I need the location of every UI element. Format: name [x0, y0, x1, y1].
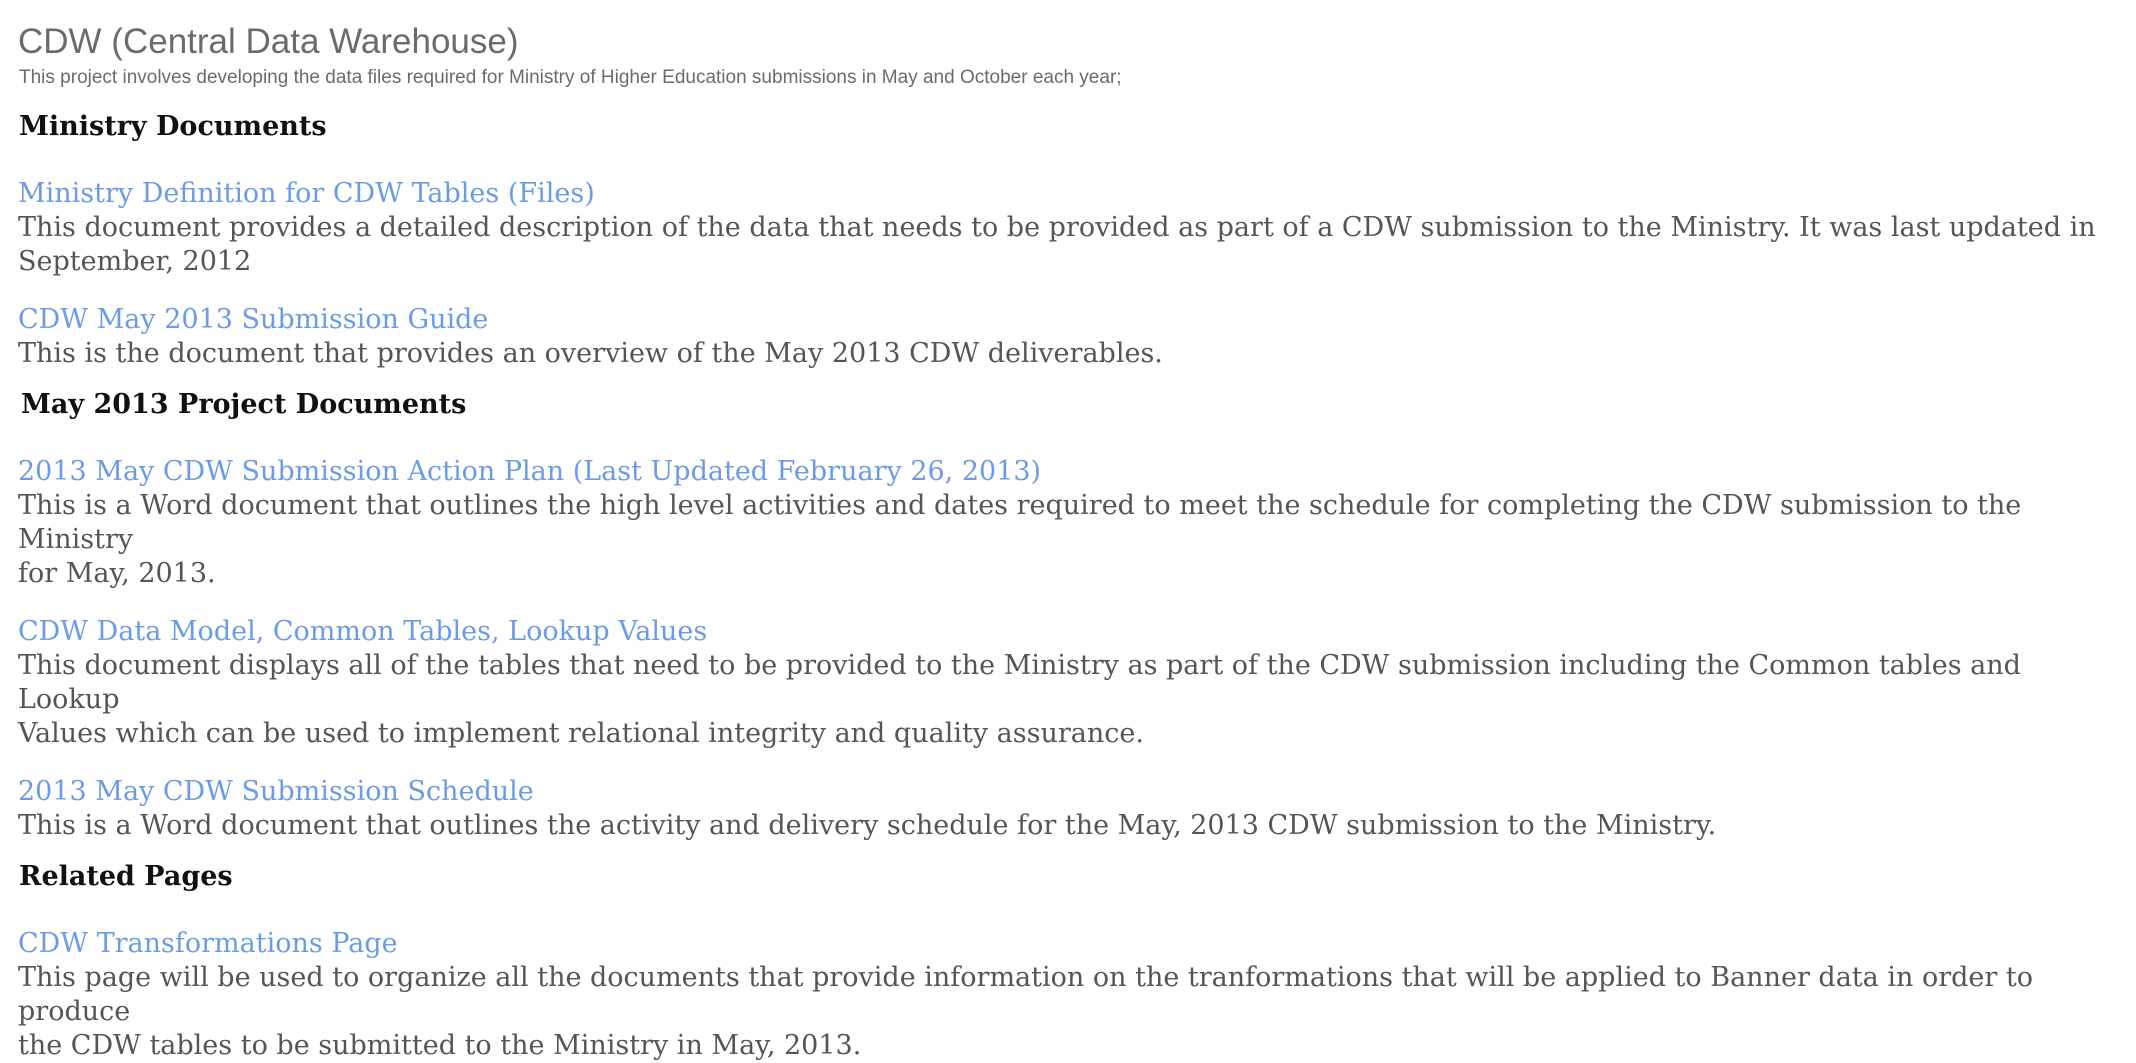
document-item — [18, 177, 2118, 279]
document-list — [18, 455, 2118, 843]
document-item — [18, 615, 2118, 751]
document-item — [18, 303, 2118, 371]
document-list — [18, 177, 2118, 371]
document-link-ministry-definition[interactable]: Ministry Definition for CDW Tables (Files) — [18, 178, 595, 209]
document-link-submission-guide[interactable]: CDW May 2013 Submission Guide — [18, 304, 489, 335]
document-description: This page will be used to organize all the documents that provide information on the tranformations that will be applied to Banner data in order to produce the CDW tables to be submitted to the Ministry in May, 2013. — [18, 962, 2033, 1061]
document-description: This is a Word document that outlines the activity and delivery schedule for the May, 2013 CDW submission to the Ministry. — [18, 810, 1717, 841]
document-list — [18, 927, 2118, 1063]
document-link-data-model[interactable]: CDW Data Model, Common Tables, Lookup Values — [18, 616, 708, 647]
page-content — [18, 20, 2118, 1063]
section-related-pages — [18, 860, 2118, 1063]
document-description: This document provides a detailed description of the data that needs to be provided as part of a CDW submission to the Ministry. It was last updated in September, 2012 — [18, 212, 2096, 277]
document-description: This is the document that provides an overview of the May 2013 CDW deliverables. — [18, 338, 1163, 369]
section-may-2013-project-documents — [18, 388, 2118, 843]
document-link-action-plan[interactable]: 2013 May CDW Submission Action Plan (Last Updated February 26, 2013) — [18, 456, 1042, 487]
document-description: This document displays all of the tables that need to be provided to the Ministry as part of the CDW submission including the Common tables and Lookup Values which can be used to implement relational integrity and quality assurance. — [18, 650, 2021, 749]
section-heading: Ministry Documents — [19, 111, 327, 142]
page-title: CDW (Central Data Warehouse) — [18, 22, 519, 61]
document-item — [18, 927, 2118, 1063]
section-heading: Related Pages — [19, 861, 233, 892]
page-subtitle: This project involves developing the data files required for Ministry of Higher Education submissions in May and October each year; — [19, 67, 1122, 88]
section-ministry-documents — [18, 110, 2118, 371]
document-item — [18, 455, 2118, 591]
document-description: This is a Word document that outlines the high level activities and dates required to meet the schedule for completing the CDW submission to the Ministry for May, 2013. — [18, 490, 2022, 589]
document-item — [18, 775, 2118, 843]
section-heading: May 2013 Project Documents — [21, 389, 467, 420]
document-link-transformations-page[interactable]: CDW Transformations Page — [18, 928, 398, 959]
document-link-submission-schedule[interactable]: 2013 May CDW Submission Schedule — [18, 776, 534, 807]
